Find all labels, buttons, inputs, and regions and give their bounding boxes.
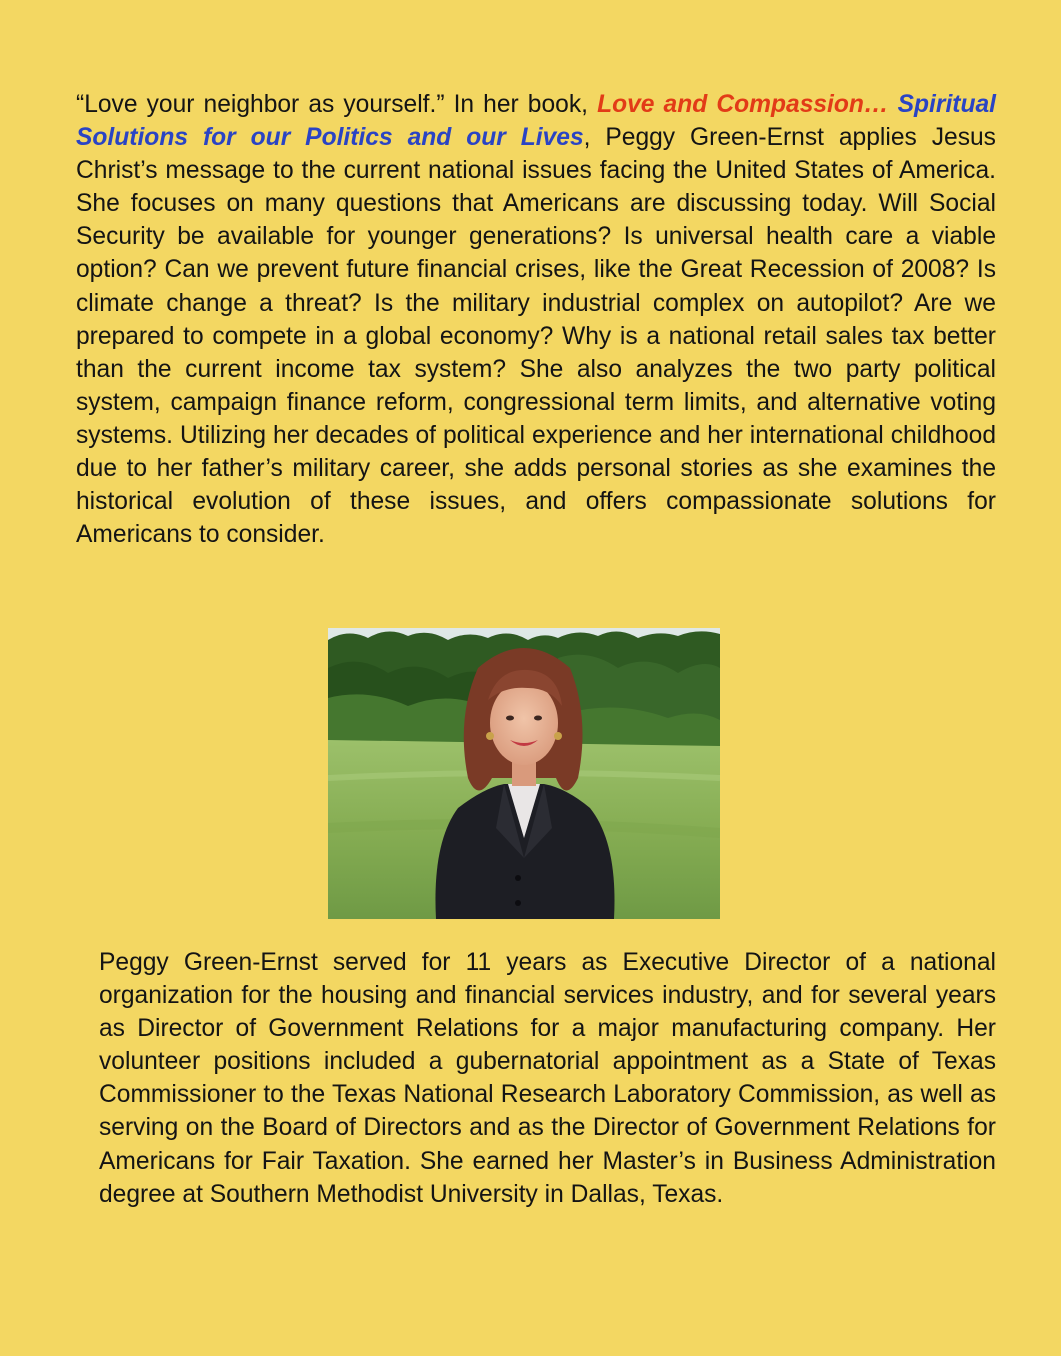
book-title-part2: Spiritual Solutions for our Politics and our Lives [76, 91, 996, 152]
author-bio-paragraph: Peggy Green-Ernst served for 11 years as Executive Director of a national organization for the housing and financial services industry, and for several years as Director of Government Relations for a major manufacturing company. Her volunteer positions included a gubernatorial appointment as a State of Texas Commissioner to the Texas National Research Laboratory Commission, as well as serving on the Board of Directors and as the Director of Government Relations for Americans for Fair Taxation. She earned her Master’s in Business Administration degree at Southern Methodist University in Dallas, Texas. [99, 949, 996, 1208]
intro-quote: “Love your neighbor as yourself.” [76, 91, 445, 118]
book-title-part1: Love and Compassion… [597, 91, 898, 118]
intro-lead-in: In her book, [444, 91, 598, 118]
intro-body: , Peggy Green-Ernst applies Jesus Christ’s message to the current national issues facing the United States of America. She focuses on many questions that Americans are discussing today. Will Social Security be available for younger generations? Is universal health care a viable option? Can we prevent future financial crises, like the Great Recession of 2008? Is climate change a threat? Is the military industrial complex on autopilot? Are we prepared to compete in a global economy? Why is a national retail sales tax better than the current income tax system? She also analyzes the two party political system, campaign finance reform, congressional term limits, and alternative voting systems. Utilizing her decades of political experience and her international childhood due to her father’s military career, she adds personal stories as she examines the historical evolution of these issues, and offers compassionate solutions for Americans to consider. [76, 124, 996, 549]
author-photo [328, 628, 720, 919]
intro-paragraph [76, 88, 996, 551]
